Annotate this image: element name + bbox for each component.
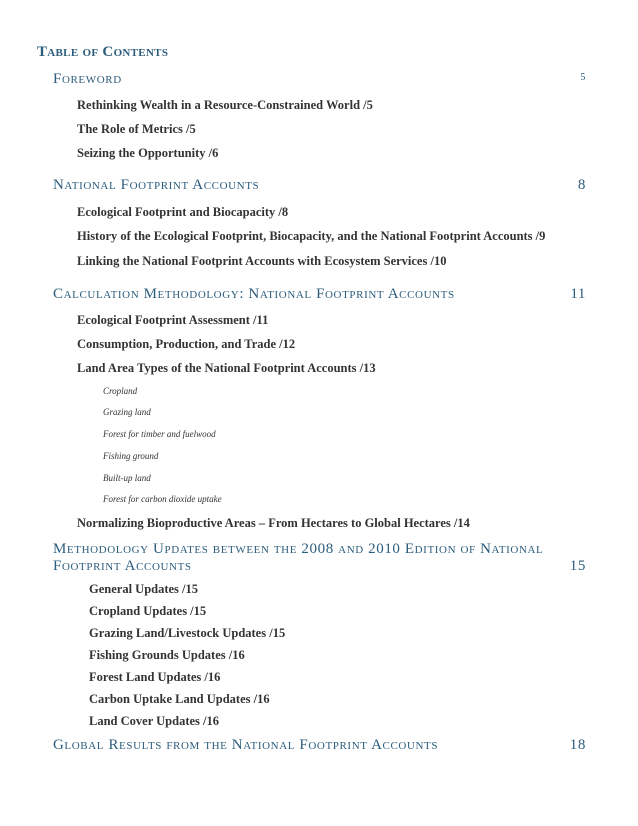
toc-entry[interactable]: Fishing Grounds Updates /16: [89, 648, 245, 662]
toc-entry[interactable]: The Role of Metrics /5: [77, 122, 196, 136]
toc-subentry[interactable]: Built-up land: [103, 473, 151, 483]
toc-entry[interactable]: General Updates /15: [89, 582, 199, 596]
section-title: Methodology Updates between the 2008 and 2010 Edition of National: [53, 541, 544, 557]
toc-entry[interactable]: Land Area Types of the National Footprint Accounts /13: [77, 361, 376, 375]
toc-subentry[interactable]: Fishing ground: [103, 451, 159, 461]
toc-entry[interactable]: Land Cover Updates /16: [89, 714, 219, 728]
toc-entry[interactable]: Normalizing Bioproductive Areas – From Hectares to Global Hectares /14: [77, 516, 470, 530]
toc-entry[interactable]: Grazing Land/Livestock Updates /15: [89, 626, 286, 640]
toc-subentry[interactable]: Forest for timber and fuelwood: [103, 429, 216, 439]
section-page-number: 5: [580, 72, 586, 83]
toc-entry[interactable]: Consumption, Production, and Trade /12: [77, 337, 296, 351]
toc-entry[interactable]: Rethinking Wealth in a Resource-Constrained World /5: [77, 98, 373, 112]
toc-subentry[interactable]: Cropland: [103, 386, 138, 396]
toc-subentry[interactable]: Grazing land: [103, 407, 151, 417]
section-title-continued: Footprint Accounts: [53, 558, 192, 574]
section-page-number: 18: [569, 737, 586, 753]
toc-heading: Table of Contents: [37, 44, 169, 60]
section-title: Foreword: [53, 71, 122, 87]
toc-subentry[interactable]: Forest for carbon dioxide uptake: [103, 494, 222, 504]
toc-section-foreword[interactable]: [53, 71, 586, 88]
toc-entry[interactable]: Ecological Footprint and Biocapacity /8: [77, 205, 289, 219]
section-title: Global Results from the National Footprint Accounts: [53, 737, 439, 753]
toc-section-methodology-updates[interactable]: [53, 541, 586, 575]
toc-entry[interactable]: Forest Land Updates /16: [89, 670, 221, 684]
section-title: Calculation Methodology: National Footprint Accounts: [53, 286, 455, 302]
toc-entry[interactable]: Cropland Updates /15: [89, 604, 207, 618]
toc-entry[interactable]: History of the Ecological Footprint, Biocapacity, and the National Footprint Accounts /9: [77, 229, 546, 243]
toc-entry[interactable]: Linking the National Footprint Accounts with Ecosystem Services /10: [77, 254, 447, 268]
section-page-number: 11: [570, 286, 586, 302]
toc-entry[interactable]: Ecological Footprint Assessment /11: [77, 313, 269, 327]
toc-section-calculation-methodology[interactable]: [53, 286, 586, 303]
toc-entry[interactable]: Seizing the Opportunity /6: [77, 146, 219, 160]
toc-section-national-footprint-accounts[interactable]: [53, 177, 586, 194]
section-page-number: 15: [569, 558, 586, 574]
section-page-number: 8: [577, 177, 586, 193]
toc-entry[interactable]: Carbon Uptake Land Updates /16: [89, 692, 270, 706]
toc-section-global-results[interactable]: [53, 737, 586, 754]
section-title: National Footprint Accounts: [53, 177, 260, 193]
